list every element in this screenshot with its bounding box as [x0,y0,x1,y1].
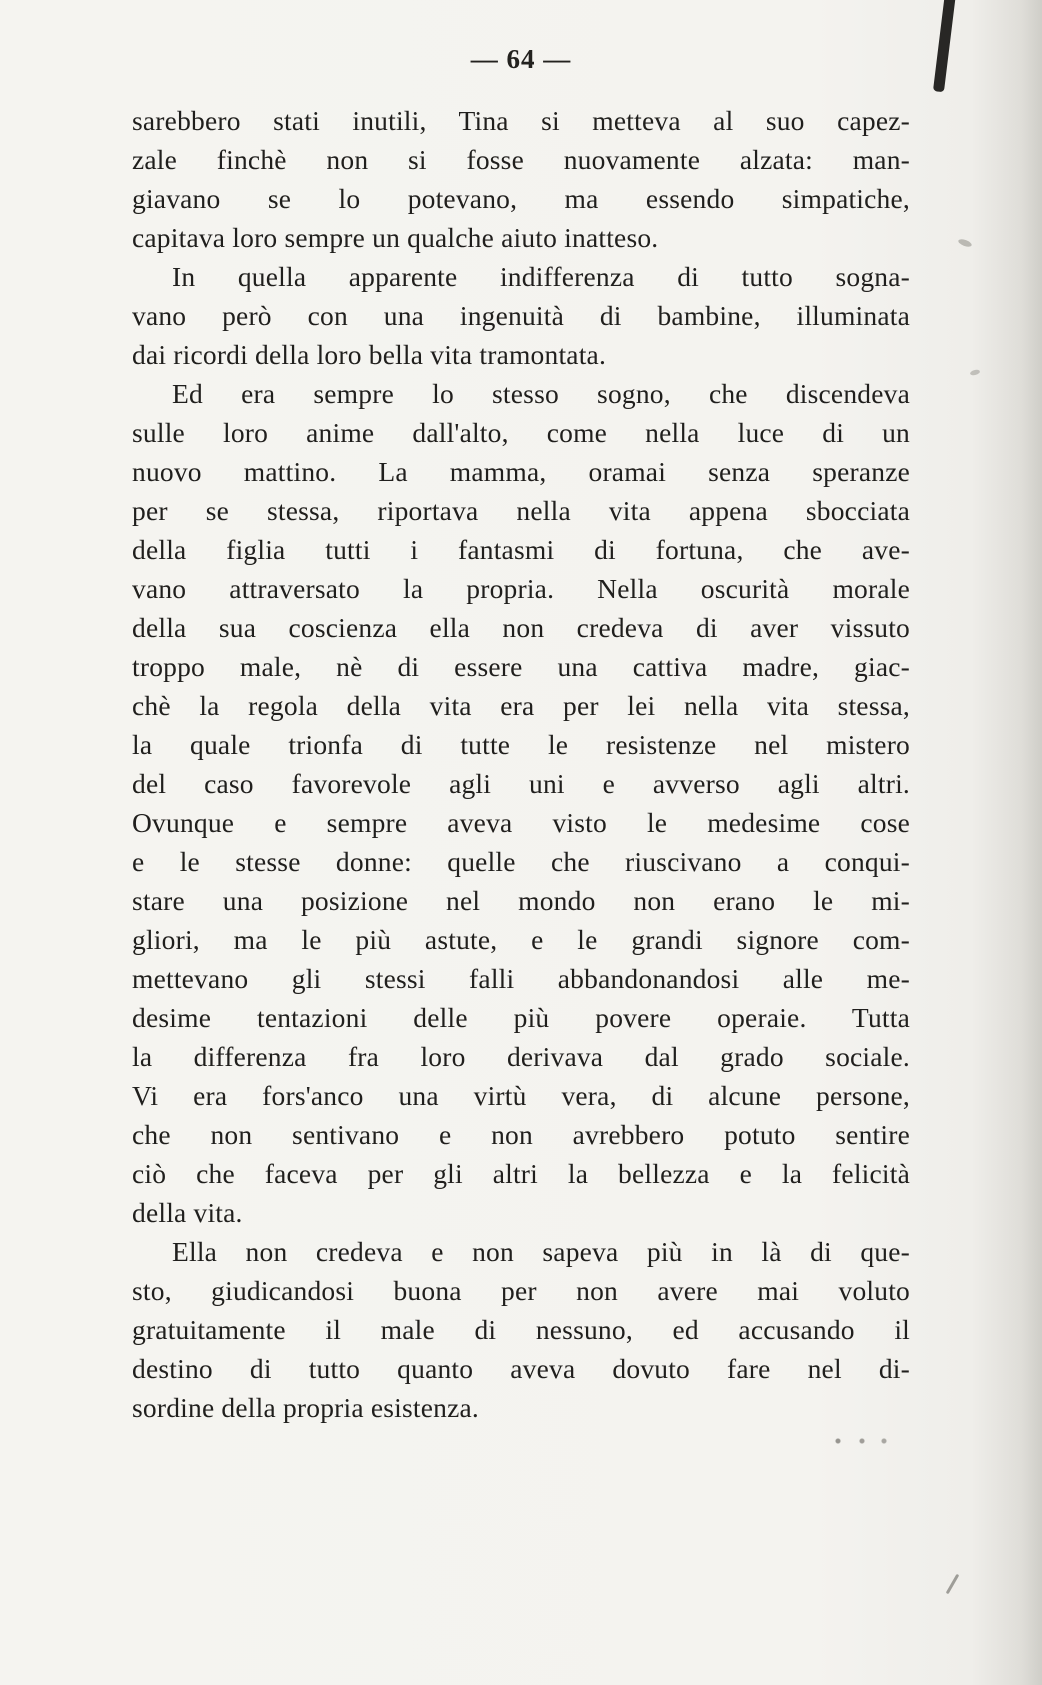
text-line: Ella non credeva e non sapeva più in là di que- [172,1236,910,1267]
text-line: dai ricordi della loro bella vita tramontata. [132,339,607,370]
text-line: chè la regola della vita era per lei nella vita stessa, [132,690,910,721]
text-line: Ed era sempre lo stesso sogno, che discendeva [172,378,910,409]
page-number: — 64 — [470,44,572,74]
text-line: capitava loro sempre un qualche aiuto inatteso. [132,222,659,253]
text-line: desime tentazioni delle più povere operaie. Tutta [132,1002,910,1033]
text-line: Vi era fors'anco una virtù vera, di alcune persone, [132,1080,910,1111]
text-line: sordine della propria esistenza. [132,1392,479,1423]
text-line: del caso favorevole agli uni e avverso agli altri. [132,768,910,799]
paragraph [132,374,910,1232]
text-line: ciò che faceva per gli altri la bellezza e la felicità [132,1158,910,1189]
text-line: per se stessa, riportava nella vita appena sbocciata [132,495,910,526]
text-line: gliori, ma le più astute, e le grandi signore com- [132,924,910,955]
text-line: la quale trionfa di tutte le resistenze nel mistero [132,729,910,760]
text-line: della vita. [132,1197,243,1228]
text-line: sulle loro anime dall'alto, come nella luce di un [132,417,910,448]
text-line: della figlia tutti i fantasmi di fortuna, che ave- [132,534,910,565]
text-line: troppo male, nè di essere una cattiva madre, giac- [132,651,910,682]
text-line: della sua coscienza ella non credeva di aver vissuto [132,612,910,643]
scan-artifact-mark [946,1574,960,1595]
text-line: giavano se lo potevano, ma essendo simpatiche, [132,183,910,214]
scan-artifact-dots [832,1437,892,1445]
text-line: mettevano gli stessi falli abbandonandosi alle me- [132,963,910,994]
page-text [132,101,910,1427]
paragraph [132,257,910,374]
text-line: vano attraversato la propria. Nella oscurità morale [132,573,910,604]
text-line: che non sentivano e non avrebbero potuto sentire [132,1119,910,1150]
text-line: vano però con una ingenuità di bambine, illuminata [132,300,910,331]
text-line: stare una posizione nel mondo non erano le mi- [132,885,910,916]
text-line: gratuitamente il male di nessuno, ed accusando il [132,1314,910,1345]
text-line: Ovunque e sempre aveva visto le medesime cose [132,807,910,838]
text-line: nuovo mattino. La mamma, oramai senza speranze [132,456,910,487]
text-line: zale finchè non si fosse nuovamente alzata: man- [132,144,910,175]
scan-artifact-smudge [970,369,981,376]
text-line: la differenza fra loro derivava dal grado sociale. [132,1041,910,1072]
text-line: sto, giudicandosi buona per non avere mai voluto [132,1275,910,1306]
text-line: sarebbero stati inutili, Tina si metteva al suo capez- [132,105,910,136]
text-line: e le stesse donne: quelle che riuscivano a conqui- [132,846,910,877]
scan-artifact-smudge [957,238,972,248]
text-line: In quella apparente indifferenza di tutto sogna- [172,261,910,292]
scan-artifact-edge-shade [972,0,1042,1685]
paragraph [132,1232,910,1427]
text-line: destino di tutto quanto aveva dovuto fare nel di- [132,1353,910,1384]
paragraph [132,101,910,257]
